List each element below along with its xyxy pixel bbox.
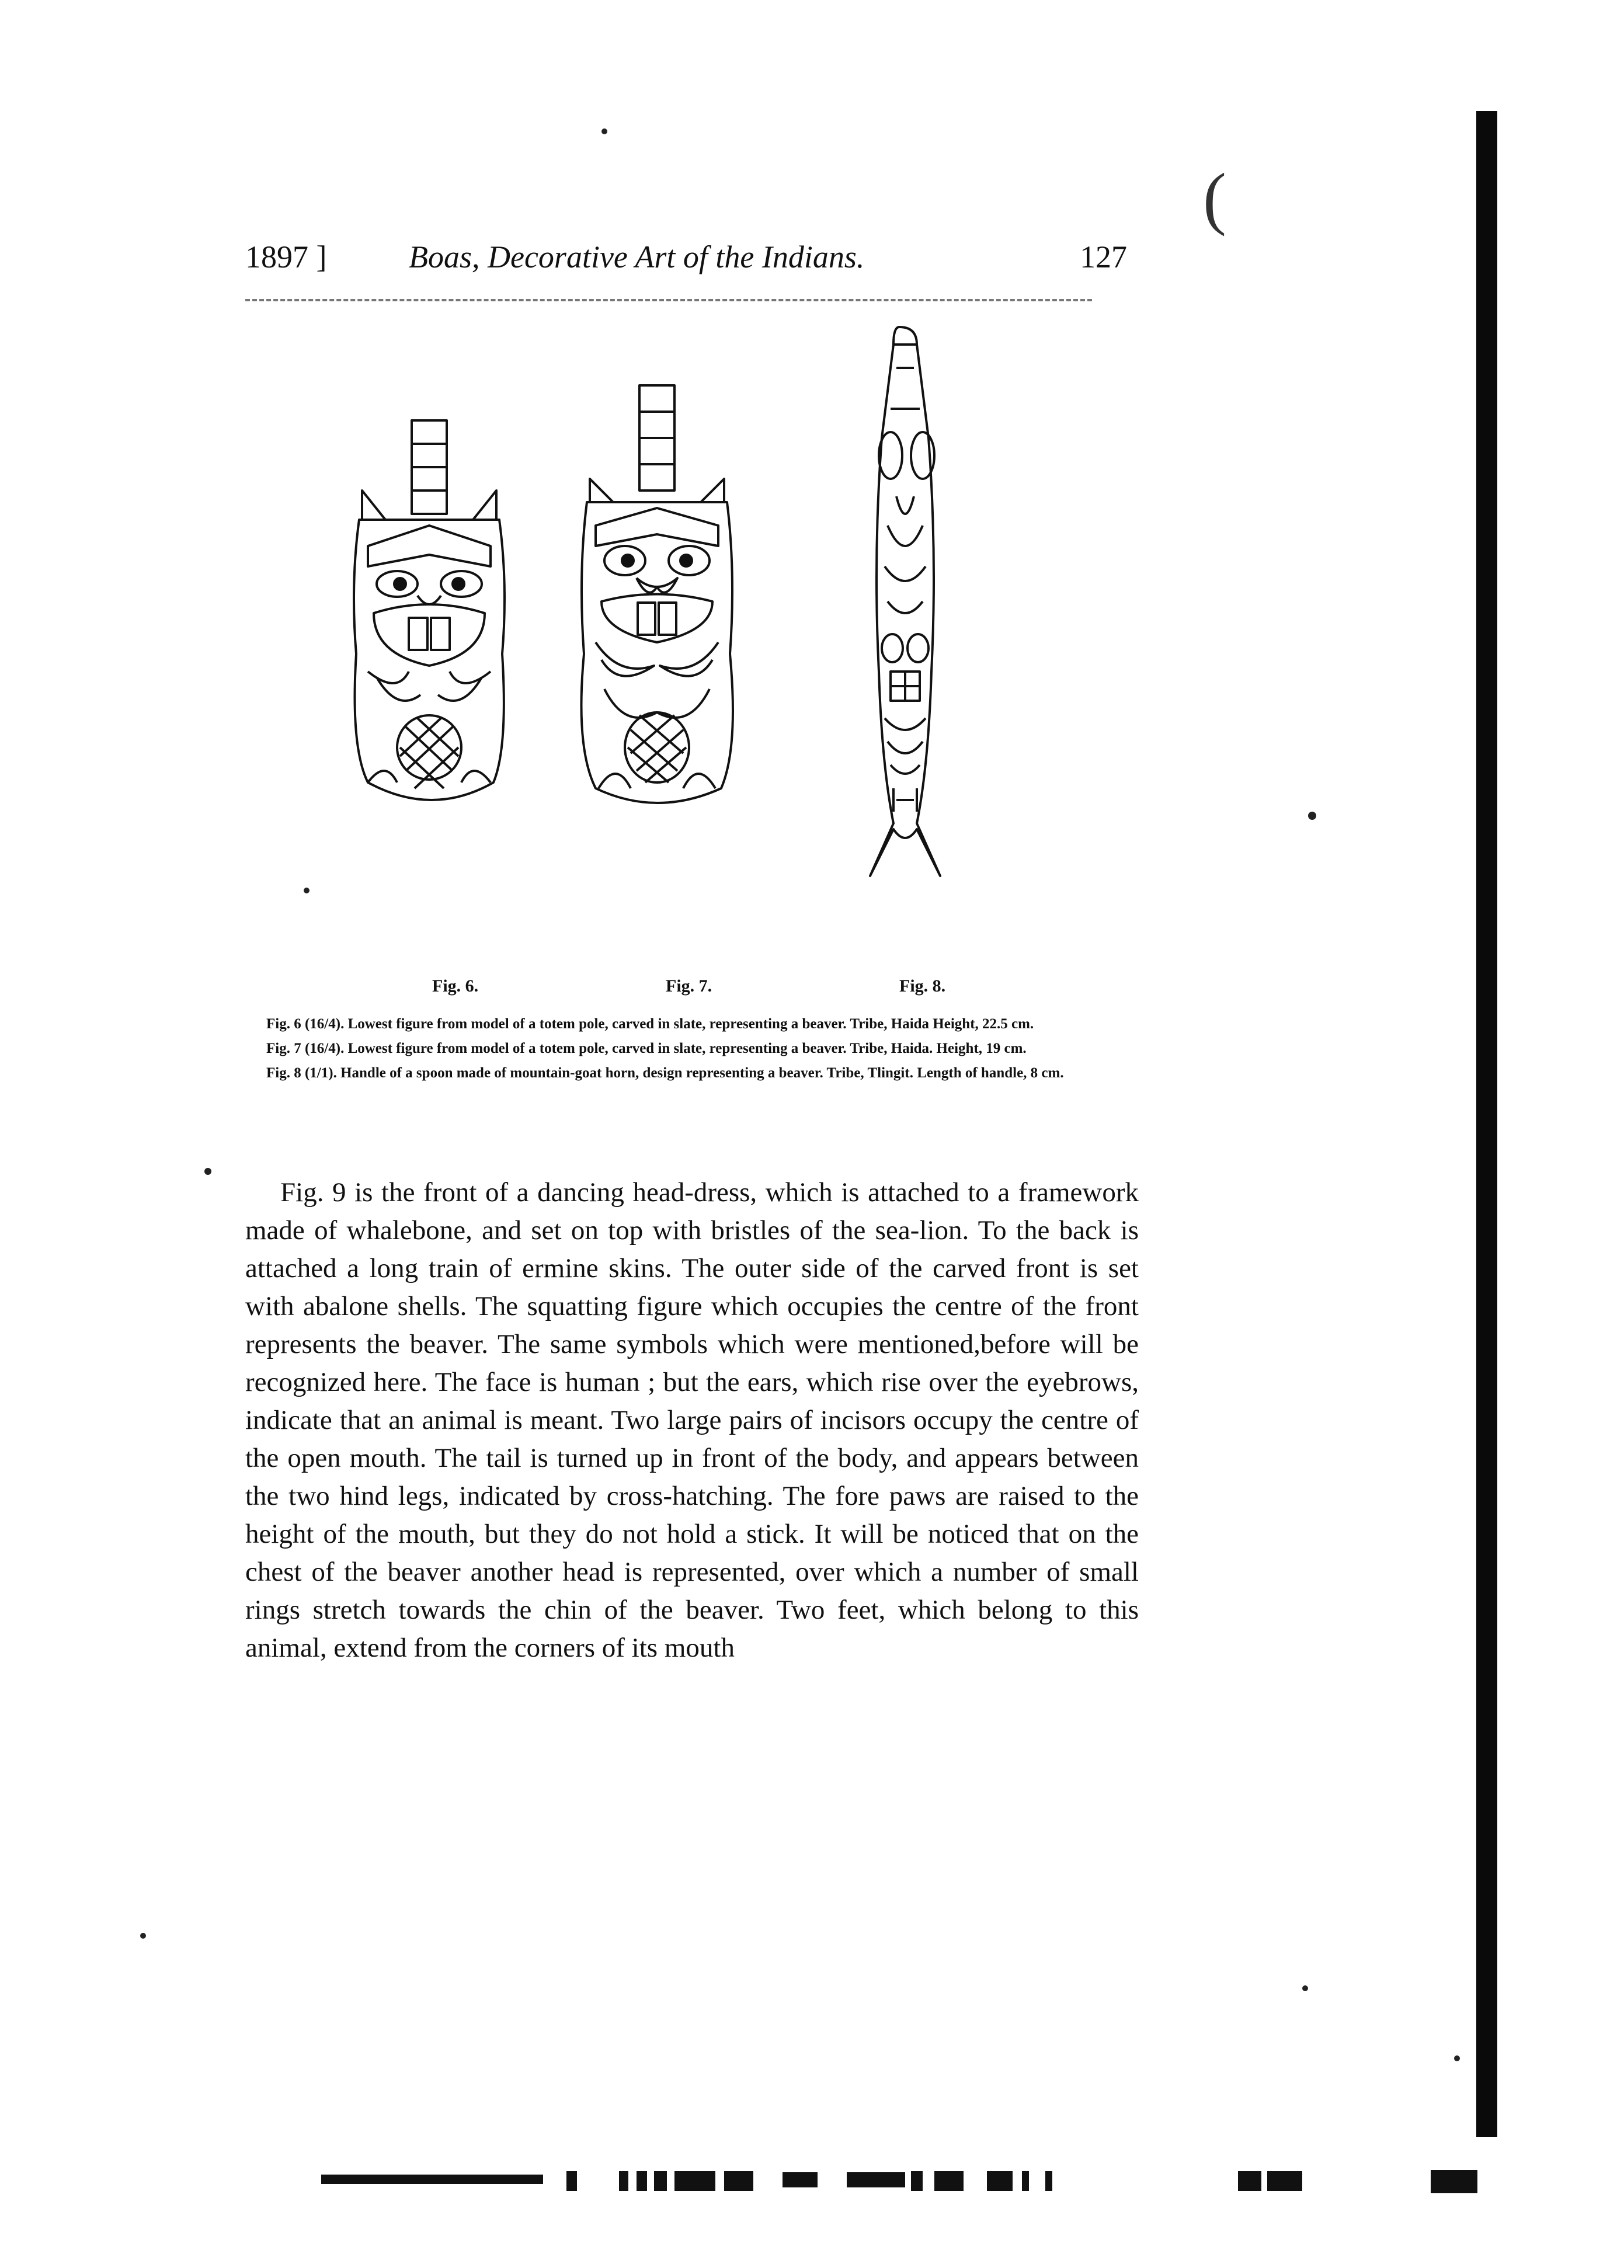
header-title: Boas, Decorative Art of the Indians. — [409, 239, 865, 274]
running-header — [245, 231, 1127, 283]
scan-speck — [1308, 812, 1316, 820]
caption-fig6: Fig. 6 (16/4). Lowest figure from model of a totem pole, carved in slate, representing a beaver. Tribe, Haida Height, 22.5 cm. — [266, 1016, 1034, 1032]
paragraph-text: Fig. 9 is the front of a dancing head-dress, which is attached to a framework made of whalebone, and set on top with bristles of the sea-lion. To the back is attached a long train of ermine skins. The outer side of the carved front is set with abalone shells. The squatting figure which occupies the centre of the front represents the beaver. The same symbols which were mentioned,before will be recognized here. The face is human ; but the ears, which rise over the eyebrows, indicate that an animal is meant. Two large pairs of incisors occupy the centre of the open mouth. The tail is turned up in front of the body, and appears between the two hind legs, indicated by cross-hatching. The fore paws are raised to the height of the mouth, but they do not hold a stick. It will be noticed that on the chest of the beaver another head is represented, over which a number of small rings stretch towards the chin of the beaver. Two feet, which belong to this animal, extend from the corners of its mouth — [245, 1177, 1139, 1663]
scan-speck — [1454, 2055, 1460, 2061]
scan-speck — [601, 128, 607, 134]
scan-speck — [140, 1933, 146, 1939]
totem-figures — [327, 315, 1039, 1004]
header-rule — [245, 299, 1092, 301]
fig8-drawing — [870, 327, 940, 876]
page-number: 127 — [1080, 239, 1127, 274]
fig7-drawing — [582, 385, 733, 803]
scan-speck — [204, 1168, 211, 1175]
fig6-drawing — [354, 420, 505, 800]
header-year: 1897 ] — [245, 239, 327, 274]
figure-captions — [245, 1015, 1139, 1088]
body-paragraph — [245, 1174, 1139, 1667]
book-spine-shadow — [1476, 111, 1497, 2137]
caption-fig8: Fig. 8 (1/1). Handle of a spoon made of mountain-goat horn, design representing a beaver. Tribe, Tlingit. Length of handle, 8 cm. — [266, 1065, 1064, 1081]
caption-fig7: Fig. 7 (16/4). Lowest figure from model of a totem pole, carved in slate, representing a beaver. Tribe, Haida. Height, 19 cm. — [266, 1041, 1027, 1056]
fig8-label: Fig. 8. — [899, 976, 946, 996]
fig7-label: Fig. 7. — [666, 976, 712, 996]
scan-speck — [1302, 1985, 1308, 1991]
scan-speck — [304, 888, 310, 893]
stray-mark: ( — [1203, 159, 1226, 236]
scan-edge-strip — [321, 2168, 1548, 2194]
fig6-label: Fig. 6. — [432, 976, 479, 996]
